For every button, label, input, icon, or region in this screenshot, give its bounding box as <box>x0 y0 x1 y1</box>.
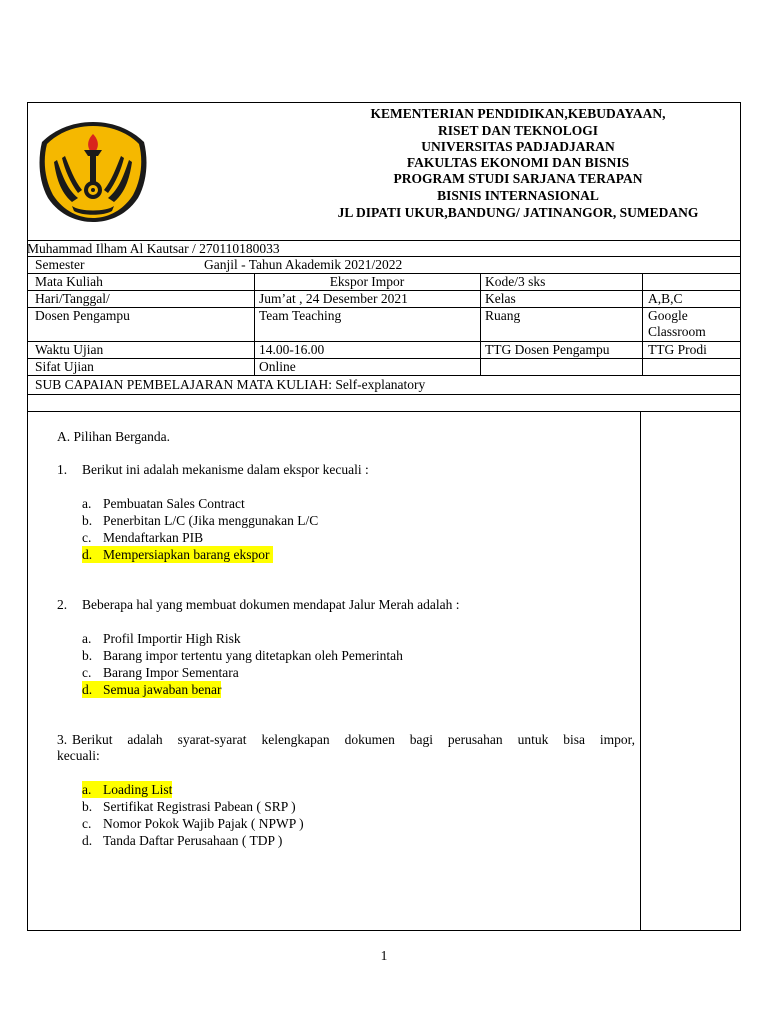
option-text: Barang impor tertentu yang ditetapkan oleh Pemerintah <box>103 648 403 663</box>
sub-learning-outcome: SUB CAPAIAN PEMBELAJARAN MATA KULIAH: Self-explanatory <box>35 377 426 392</box>
question-text-line2: kecuali: <box>57 748 100 763</box>
option-d-selected-answer <box>82 681 221 698</box>
day-date-value: Jum’at , 24 Desember 2021 <box>259 291 408 306</box>
header-line-major: BISNIS INTERNASIONAL <box>437 188 599 203</box>
option-letter: d. <box>82 547 93 562</box>
option-letter: b. <box>82 799 93 814</box>
option-letter: b. <box>82 648 93 663</box>
room-value-line1: Google <box>648 308 688 323</box>
option-d <box>82 832 282 849</box>
student-name-id: Muhammad Ilham Al Kautsar / 270110180033 <box>27 241 280 256</box>
option-letter: b. <box>82 513 93 528</box>
course-label: Mata Kuliah <box>35 274 103 289</box>
option-text: Sertifikat Registrasi Pabean ( SRP ) <box>103 799 296 814</box>
question-text: Berikut ini adalah mekanisme dalam ekspor kecuali : <box>82 462 369 477</box>
header-line-address: JL DIPATI UKUR,BANDUNG/ JATINANGOR, SUMEDANG <box>337 205 699 220</box>
option-letter: c. <box>82 816 92 831</box>
day-date-label: Hari/Tanggal/ <box>35 291 110 306</box>
header-line-faculty: FAKULTAS EKONOMI DAN BISNIS <box>406 155 630 170</box>
class-label: Kelas <box>485 291 516 306</box>
question-number: 3. <box>57 732 68 747</box>
option-a-selected-answer <box>82 781 172 798</box>
option-letter: d. <box>82 682 93 697</box>
option-letter: a. <box>82 782 92 797</box>
semester-value: Ganjil - Tahun Akademik 2021/2022 <box>204 257 403 272</box>
universitas-padjadjaran-seal-icon <box>32 118 154 224</box>
room-value-line2: Classroom <box>648 324 706 339</box>
exam-time-label: Waktu Ujian <box>35 342 104 357</box>
page-number: 1 <box>380 948 388 963</box>
option-text: Penerbitan L/C (Jika menggunakan L/C <box>103 513 319 528</box>
header-line-ministry: KEMENTERIAN PENDIDIKAN,KEBUDAYAAN, <box>370 106 666 121</box>
question-text-line1: Berikut adalah syarat-syarat kelengkapan dokumen bagi perusahan untuk bisa impor, <box>72 732 635 747</box>
option-b <box>82 798 296 815</box>
option-text: Mempersiapkan barang ekspor <box>103 547 270 562</box>
header-line-research: RISET DAN TEKNOLOGI <box>437 123 599 138</box>
lecturer-value: Team Teaching <box>259 308 342 323</box>
question-text: Beberapa hal yang membuat dokumen mendapat Jalur Merah adalah : <box>82 597 460 612</box>
lecturer-signature-label: TTG Dosen Pengampu <box>485 342 610 357</box>
option-letter: c. <box>82 665 92 680</box>
lecturer-label: Dosen Pengampu <box>35 308 130 323</box>
option-a <box>82 630 241 647</box>
option-text: Profil Importir High Risk <box>103 631 241 646</box>
option-letter: c. <box>82 530 92 545</box>
exam-time-value: 14.00-16.00 <box>259 342 325 357</box>
university-logo <box>32 118 154 224</box>
question-number: 1. <box>57 462 68 477</box>
exam-nature-value: Online <box>259 359 296 374</box>
option-letter: d. <box>82 833 93 848</box>
option-letter: a. <box>82 631 92 646</box>
header-line-program: PROGRAM STUDI SARJANA TERAPAN <box>393 171 643 186</box>
option-text: Pembuatan Sales Contract <box>103 496 245 511</box>
option-letter: a. <box>82 496 92 511</box>
option-text: Mendaftarkan PIB <box>103 530 204 545</box>
header-line-university: UNIVERSITAS PADJADJARAN <box>421 139 615 154</box>
option-c <box>82 529 203 546</box>
room-label: Ruang <box>485 308 521 323</box>
option-c <box>82 815 304 832</box>
option-text: Nomor Pokok Wajib Pajak ( NPWP ) <box>103 816 304 831</box>
option-text: Semua jawaban benar <box>103 682 222 697</box>
course-code-label: Kode/3 sks <box>485 274 546 289</box>
section-title: A. Pilihan Berganda. <box>57 429 170 444</box>
option-text: Loading List <box>103 782 173 797</box>
option-b <box>82 647 403 664</box>
question-number: 2. <box>57 597 68 612</box>
option-text: Tanda Daftar Perusahaan ( TDP ) <box>103 833 283 848</box>
option-d-selected-answer <box>82 546 273 563</box>
program-signature-label: TTG Prodi <box>648 342 707 357</box>
exam-nature-label: Sifat Ujian <box>35 359 94 374</box>
option-a <box>82 495 245 512</box>
option-b <box>82 512 318 529</box>
option-c <box>82 664 239 681</box>
option-text: Barang Impor Sementara <box>103 665 239 680</box>
course-value: Ekspor Impor <box>329 274 405 289</box>
semester-label: Semester <box>35 257 85 272</box>
class-value: A,B,C <box>648 291 683 306</box>
